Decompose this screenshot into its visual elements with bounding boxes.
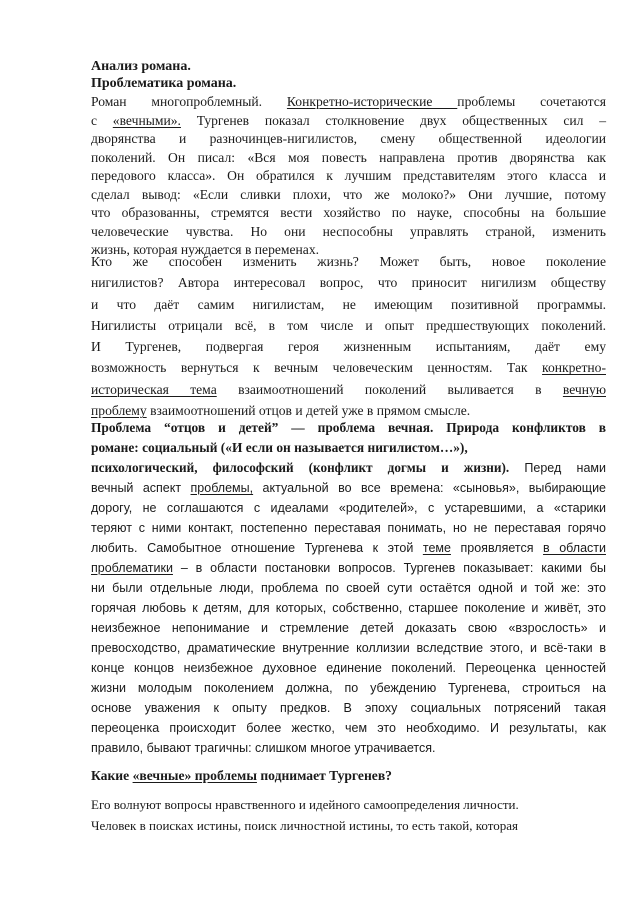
text-line: человеческие чувства. Но они неспособны управлять страной, изменить [91,223,606,239]
bold-line: романе: социальный («И если он называется нигилистом…»), [91,440,468,455]
bold-line: Проблема “отцов и детей” — проблема вечная. Природа конфликтов в [91,420,606,435]
text-line [91,478,606,498]
section-heading [91,767,606,785]
text-run: взаимоотношений поколений выливается в [216,381,563,397]
text-line: конце концов неизбежное духовное единение поколений. Переоценка ценностей [91,661,606,675]
text-line: передового класса». Он обратился к лучшим представителям этого класса и [91,168,606,183]
underlined-text: историческая тема [91,381,217,397]
underlined-text: теме [422,541,451,555]
text-line: жизни молодым поколением должна, по убеждению Тургенева, строиться на [91,681,606,695]
text-run: любить. Самобытное отношение Тургенева к этой [91,541,423,555]
text-run: поднимает Тургенев? [256,768,392,783]
underlined-text: вечную [562,381,606,397]
heading-block [91,58,606,92]
text-line: нигилистов? Автора интересовал вопрос, что приносит нигилизм обществу [91,275,606,291]
text-run: с [91,112,113,128]
text-line: сделал вывод: «Если сливки плохи, что же молоко?» Они лучшие, потому [91,186,606,202]
text-run: возможность вернуться к вечным человеческим ценностям. Так [91,360,543,376]
text-line: Кто же способен изменить жизнь? Может быть, новое поколение [91,254,606,269]
text-run: Перед нами [509,461,606,475]
text-line: поколений. Он писал: «Вся моя повесть направлена против дворянства как [91,149,606,165]
text-line: превосходство, драматические внутренние коллизии вследствие этого, и всё-таки в [91,641,606,655]
text-line: теряют с ними контакт, постепенно переставая понимать, но не переставая горячо [91,521,606,535]
bold-text: психологический, философский (конфликт догмы и жизни). [91,460,510,475]
underlined-text: в области [543,541,606,555]
text-line: основе уважения к опыту предков. В эпоху социальных потрясений такая [91,701,606,715]
text-line: Нигилисты отрицали всё, в том числе и опыт предшествующих поколений. [91,317,606,333]
paragraph-2 [91,251,606,421]
text-run: – в области постановки вопросов. Тургенев показывает: какими бы [172,561,606,575]
paragraph-3 [91,418,606,758]
text-line: жизнь, которая нуждается в переменах. [91,242,320,257]
underlined-text: проблемы, [190,481,254,495]
text-line: правило, бывают трагичны: слишком многое утрачивается. [91,741,436,755]
heading-subtitle: Проблематика романа. [91,76,237,91]
text-run: проблемы сочетаются [457,94,606,109]
text-line [91,767,606,785]
underlined-text: конкретно- [542,360,606,376]
text-run: Тургенев показал столкновение двух общественных сил – [180,112,606,128]
text-line: переоценка происходит более жестко, чем это необходимо. И результаты, как [91,721,606,735]
text-run: вечный аспект [91,481,191,495]
text-line [91,112,606,131]
text-line [91,93,606,112]
text-line: дорогу, не соглашаются с идеалами «родителей», с устаревшими, а «старики [91,501,606,515]
underlined-text: проблему [91,403,147,419]
text-line [91,458,606,478]
text-line: ни были отдельные люди, проблема по своей сути остаётся одной и той же: это [91,581,606,595]
text-line: И Тургенев, подвергая героя жизненным испытаниям, даёт ему [91,339,606,355]
text-line: дворянства и разночинцев-нигилистов, смену общественной идеологии [91,131,606,146]
text-run: Роман многопроблемный. [91,94,287,109]
text-line: Человек в поисках истины, поиск личностной истины, то есть такой, которая [91,818,519,833]
paragraph-1 [91,93,606,260]
text-line: горячая любовь к детям, для которых, собственно, старшее поколение и живёт, это [91,601,606,615]
text-run: взаимоотношений отцов и детей уже в прямом смысле. [146,403,471,419]
underlined-text: «вечными». [112,112,181,128]
text-line: неизбежное непонимание и стремление детей доказать свою «взрослость» и [91,621,606,635]
text-line [91,538,606,558]
text-line: и что даёт самим нигилистам, не имеющим позитивной программы. [91,296,606,312]
text-run: Какие [91,768,133,783]
text-run: актуальной во все времена: «сыновья», выбирающие [253,481,606,495]
text-line: что образованны, стремятся вести хозяйство по науке, способны на большие [91,205,606,220]
underlined-text: Конкретно-исторические [286,94,458,109]
text-line [91,357,606,378]
underlined-text: проблематики [91,561,173,575]
text-run: проявляется [450,541,544,555]
text-line: Его волнуют вопросы нравственного и идейного самоопределения личности. [91,797,519,812]
text-line [91,379,606,400]
underlined-text: «вечные» проблемы [132,768,257,783]
text-line [91,558,606,578]
paragraph-4 [91,794,606,836]
heading-title: Анализ романа. [91,59,191,74]
